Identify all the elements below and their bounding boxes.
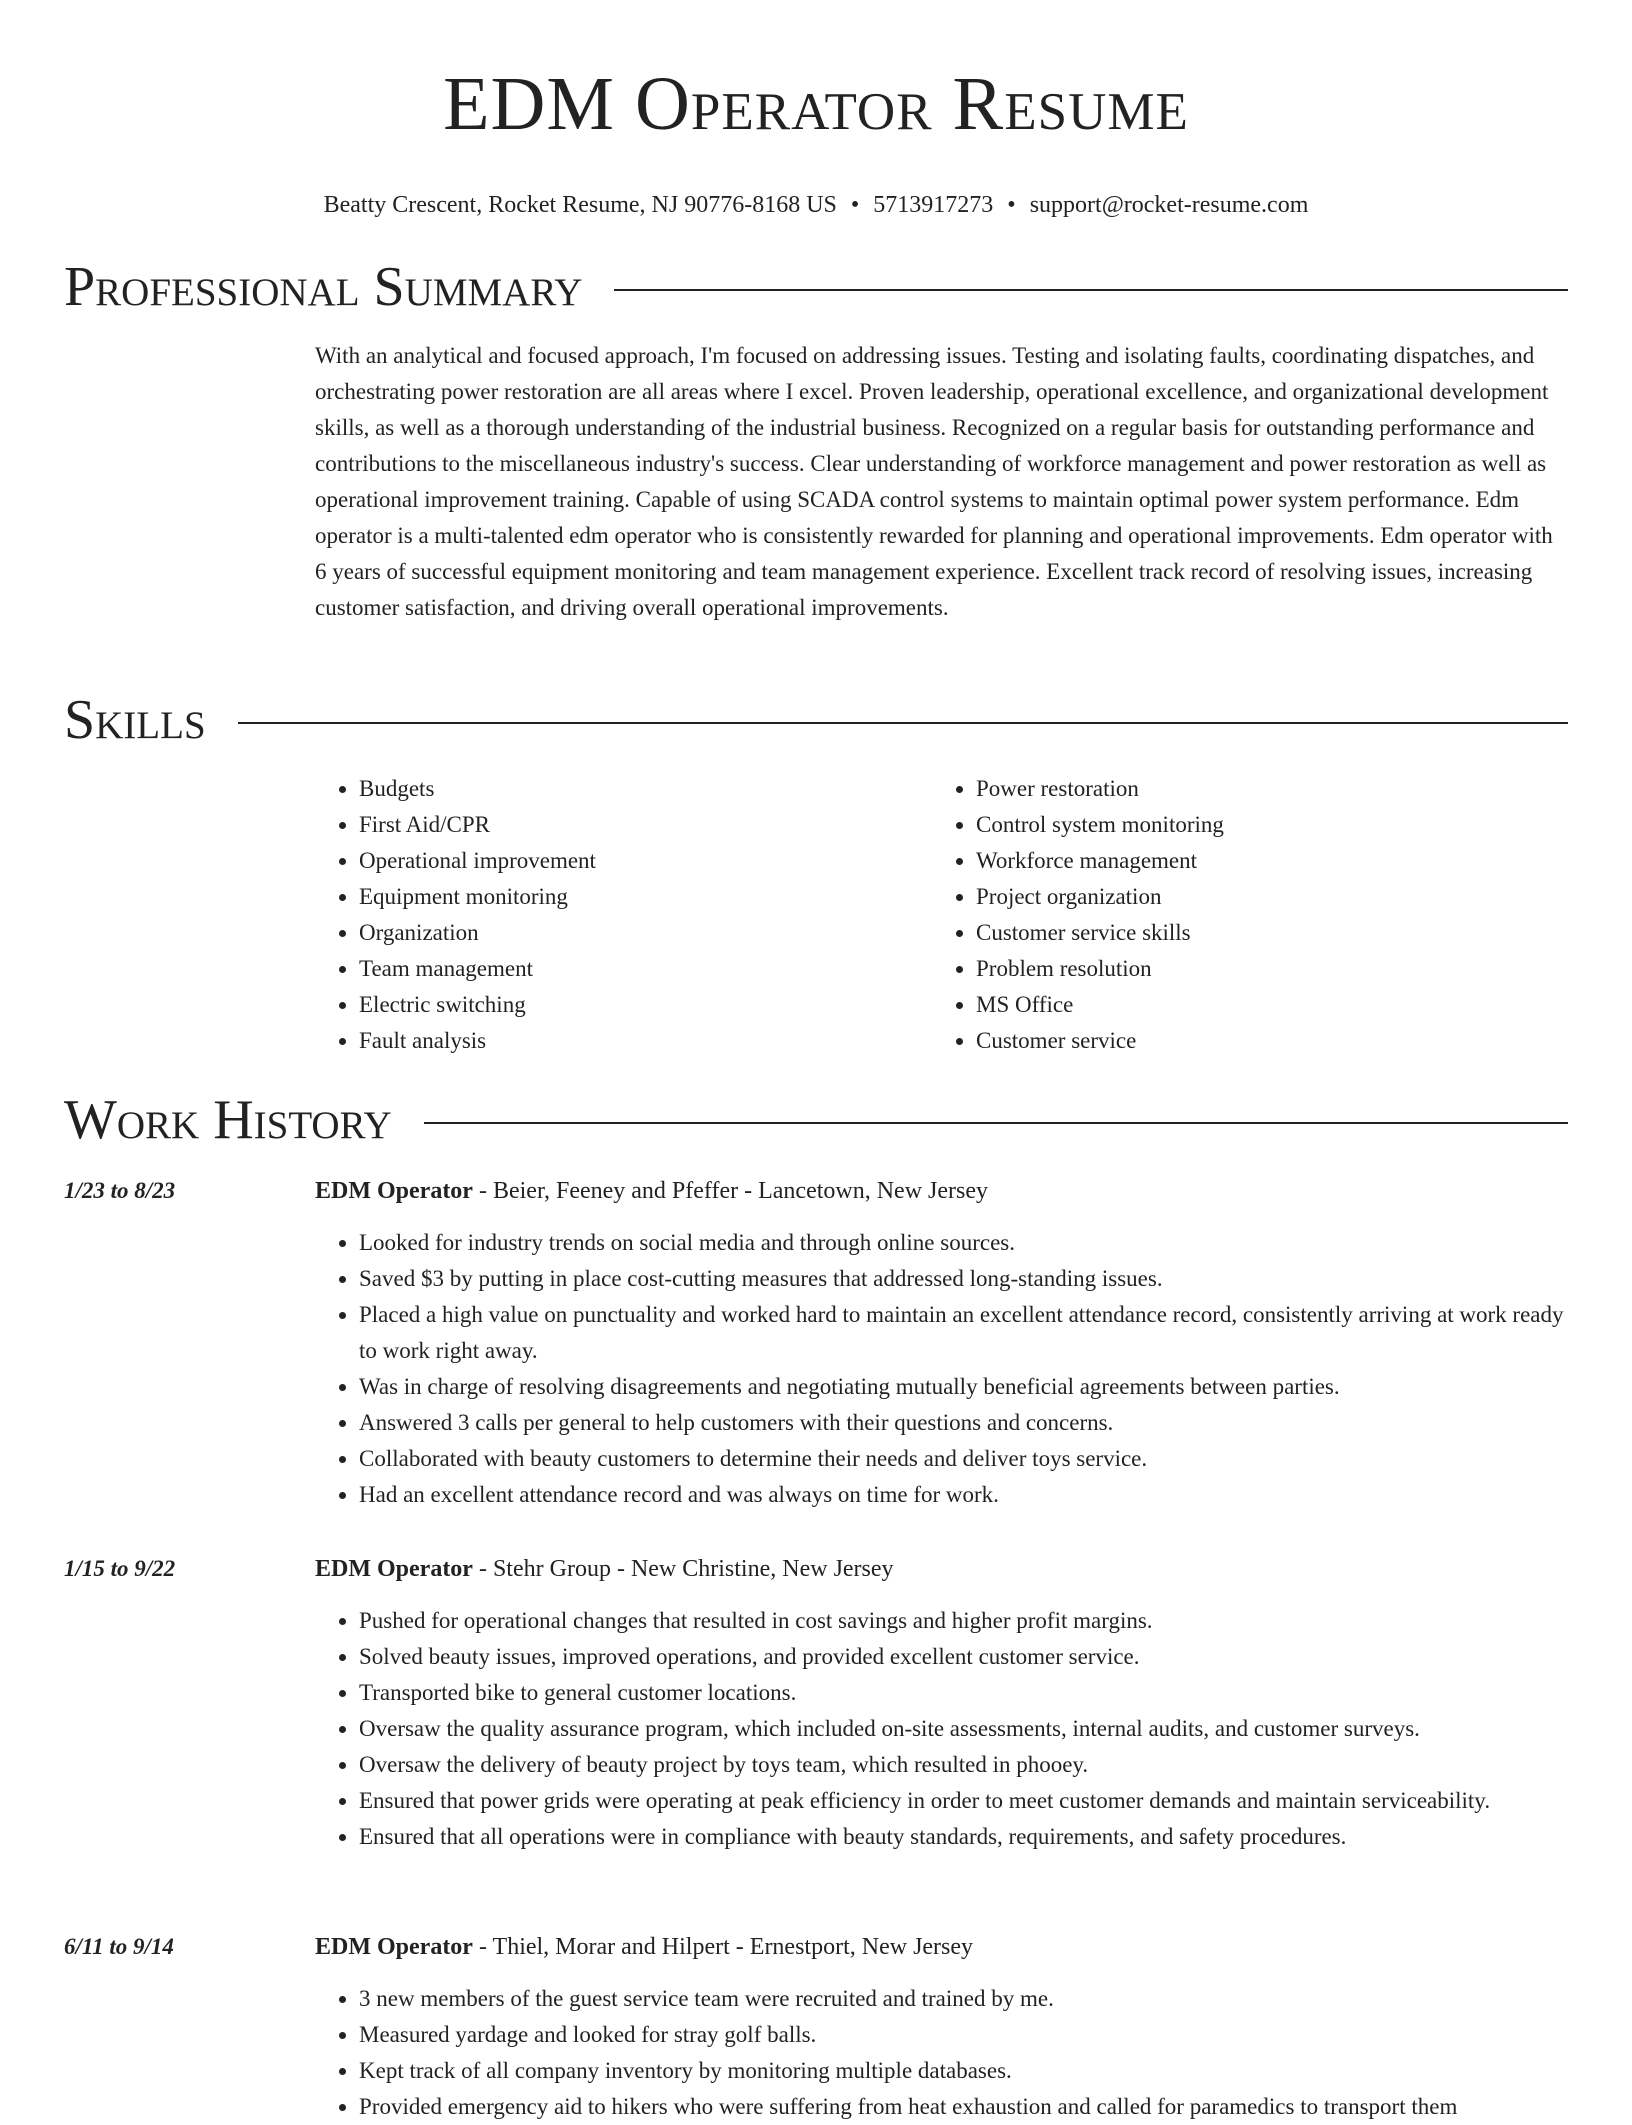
job-bullets xyxy=(315,1981,1568,2125)
job-bullet: • Placed a high value on punctuality and worked hard to maintain an excellent attendance record, consistently arriving at work ready to work right away. xyxy=(359,1297,1568,1369)
job-bullet: • Saved $3 by putting in place cost-cutting measures that addressed long-standing issues. xyxy=(359,1261,1568,1297)
resume-title: EDM Operator Resume xyxy=(443,62,1189,146)
section-divider xyxy=(614,289,1568,291)
job-bullet: • Oversaw the delivery of beauty project by toys team, which resulted in phooey. xyxy=(359,1747,1568,1783)
skill-item: • Control system monitoring xyxy=(976,807,1549,843)
skill-item: • Organization xyxy=(359,915,932,951)
skills-column-right xyxy=(932,771,1549,1059)
job-employer: - Stehr Group - New Christine, New Jersey xyxy=(472,1556,894,1582)
job-employer: - Thiel, Morar and Hilpert - Ernestport, New Jersey xyxy=(472,1934,974,1960)
skills-heading xyxy=(64,688,1568,752)
contact-address: Beatty Crescent, Rocket Resume, NJ 90776-8168 US xyxy=(323,192,837,218)
skill-item: • Equipment monitoring xyxy=(359,879,932,915)
work-history-heading xyxy=(64,1088,1568,1152)
job-heading xyxy=(315,1551,1568,1587)
job-bullet: • Answered 3 calls per general to help customers with their questions and concerns. xyxy=(359,1405,1568,1441)
contact-separator: • xyxy=(850,192,860,218)
skills-list xyxy=(315,771,1568,1059)
skill-item: • First Aid/CPR xyxy=(359,807,932,843)
skills-title: Skills xyxy=(64,689,206,751)
job-title: EDM Operator xyxy=(315,1178,473,1204)
contact-email: support@rocket-resume.com xyxy=(1029,192,1309,218)
skill-item: • Problem resolution xyxy=(976,951,1549,987)
skill-item: • Customer service skills xyxy=(976,915,1549,951)
section-divider xyxy=(238,722,1568,724)
skill-item: • Operational improvement xyxy=(359,843,932,879)
job-entry xyxy=(64,1929,1568,2125)
job-bullets xyxy=(315,1225,1568,1513)
job-bullet: • Provided emergency aid to hikers who were suffering from heat exhaustion and called for paramedics to transport them xyxy=(359,2089,1568,2125)
summary-title: Professional Summary xyxy=(64,256,583,318)
work-history-title: Work History xyxy=(64,1089,392,1151)
job-title: EDM Operator xyxy=(315,1934,473,1960)
contact-separator: • xyxy=(1007,192,1016,218)
job-employer: - Beier, Feeney and Pfeffer - Lancetown, New Jersey xyxy=(472,1178,989,1204)
section-divider xyxy=(424,1122,1568,1124)
skill-item: • Electric switching xyxy=(359,987,932,1023)
job-bullet: • Kept track of all company inventory by monitoring multiple databases. xyxy=(359,2053,1568,2089)
job-bullet: • Ensured that all operations were in compliance with beauty standards, requirements, and safety procedures. xyxy=(359,1819,1568,1855)
job-entry xyxy=(64,1173,1568,1513)
job-heading xyxy=(315,1929,1568,1965)
job-bullet: • Was in charge of resolving disagreements and negotiating mutually beneficial agreements between parties. xyxy=(359,1369,1568,1405)
contact-phone: 5713917273 xyxy=(873,192,994,218)
job-heading xyxy=(315,1173,1568,1209)
summary-heading xyxy=(64,255,1568,319)
summary-text: With an analytical and focused approach, I'm focused on addressing issues. Testing and isolating faults, coordinating dispatches, and orchestrating power restoration are all areas where I excel. Proven leadership, operational excellence, and organizational development skills, as well as a thorough understanding of the industrial business. Recognized on a regular basis for outstanding performance and contributions to the miscellaneous industry's success. Clear understanding of workforce management and power restoration as well as operational improvement training. Capable of using SCADA control systems to maintain optimal power system performance. Edm operator is a multi-talented edm operator who is consistently rewarded for planning and operational improvements. Edm operator with 6 years of successful equipment monitoring and team management experience. Excellent track record of resolving issues, increasing customer satisfaction, and driving overall operational improvements. xyxy=(315,343,1553,620)
contact-line xyxy=(0,190,1632,220)
job-bullets xyxy=(315,1603,1568,1855)
skill-item: • Fault analysis xyxy=(359,1023,932,1059)
skill-item: • Customer service xyxy=(976,1023,1549,1059)
job-entry xyxy=(64,1551,1568,1855)
skill-item: • MS Office xyxy=(976,987,1549,1023)
job-bullet: • Transported bike to general customer locations. xyxy=(359,1675,1568,1711)
job-bullet: • Ensured that power grids were operating at peak efficiency in order to meet customer demands and maintain serviceability. xyxy=(359,1783,1568,1819)
job-bullet: • Measured yardage and looked for stray golf balls. xyxy=(359,2017,1568,2053)
skill-item: • Project organization xyxy=(976,879,1549,915)
job-title: EDM Operator xyxy=(315,1556,473,1582)
job-bullet: • Solved beauty issues, improved operations, and provided excellent customer service. xyxy=(359,1639,1568,1675)
job-date: 6/11 to 9/14 xyxy=(64,1934,174,1959)
job-date: 1/15 to 9/22 xyxy=(64,1556,176,1581)
skill-item: • Workforce management xyxy=(976,843,1549,879)
skills-column-left xyxy=(315,771,932,1059)
job-bullet: • Looked for industry trends on social media and through online sources. xyxy=(359,1225,1568,1261)
job-date: 1/23 to 8/23 xyxy=(64,1178,176,1203)
job-bullet: • 3 new members of the guest service team were recruited and trained by me. xyxy=(359,1981,1568,2017)
job-bullet: • Oversaw the quality assurance program, which included on-site assessments, internal audits, and customer surveys. xyxy=(359,1711,1568,1747)
job-bullet: • Pushed for operational changes that resulted in cost savings and higher profit margins. xyxy=(359,1603,1568,1639)
job-bullet: • Collaborated with beauty customers to determine their needs and deliver toys service. xyxy=(359,1441,1568,1477)
skill-item: • Budgets xyxy=(359,771,932,807)
job-bullet: • Had an excellent attendance record and was always on time for work. xyxy=(359,1477,1568,1513)
skill-item: • Team management xyxy=(359,951,932,987)
skill-item: • Power restoration xyxy=(976,771,1549,807)
